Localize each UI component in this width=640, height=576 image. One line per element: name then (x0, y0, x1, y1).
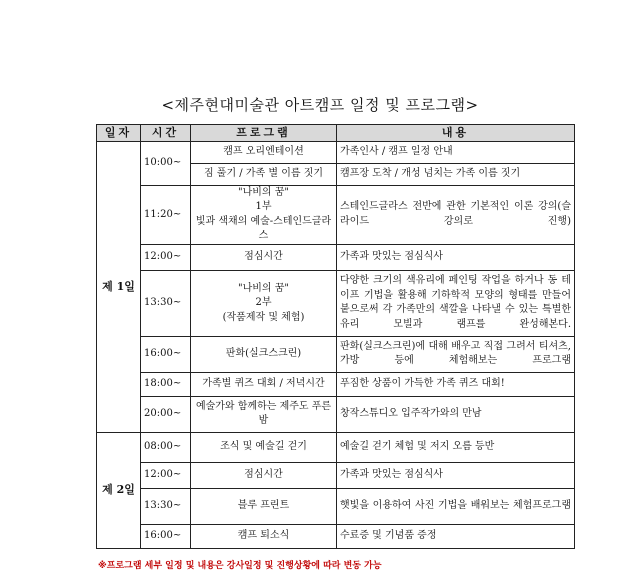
time-cell: 13:30~ (141, 270, 191, 336)
content-cell: 가족인사 / 캠프 일정 안내 (337, 141, 575, 163)
program-cell: 캠프 오리엔테이션 (191, 141, 337, 163)
content-cell: 캠프장 도착 / 개성 넘치는 가족 이름 짓기 (337, 163, 575, 185)
time-cell: 16:00~ (141, 336, 191, 372)
time-cell: 12:00~ (141, 244, 191, 270)
header-row (97, 125, 575, 142)
header-day: 일자 (97, 125, 141, 142)
program-cell: 점심시간 (191, 462, 337, 488)
table-row (97, 185, 575, 244)
program-cell: 판화(실크스크린) (191, 336, 337, 372)
table-row (97, 432, 575, 462)
day-label: 제 1일 (97, 141, 141, 432)
time-cell: 20:00~ (141, 396, 191, 432)
time-cell: 16:00~ (141, 524, 191, 548)
content-cell: 예술길 걷기 체험 및 저지 오름 등반 (337, 432, 575, 462)
table-row (97, 270, 575, 336)
page-title: <제주현대미술관 아트캠프 일정 및 프로그램> (161, 96, 479, 114)
time-cell: 08:00~ (141, 432, 191, 462)
program-cell: 짐 풀기 / 가족 별 이름 짓기 (191, 163, 337, 185)
program-cell: 캠프 퇴소식 (191, 524, 337, 548)
content-cell: 스테인드글라스 전반에 관한 기본적인 이론 강의(슬라이드 강의로 진행) (337, 185, 575, 244)
content-cell: 햇빛을 이용하여 사진 기법을 배워보는 체험프로그램 (337, 488, 575, 524)
program-cell: "나비의 꿈" 1부 빛과 색채의 예술-스테인드글라스 (191, 185, 337, 244)
time-cell: 18:00~ (141, 372, 191, 396)
program-cell: 예술가와 함께하는 제주도 푸른밤 (191, 396, 337, 432)
content-cell: 판화(실크스크린)에 대해 배우고 직접 그려서 티셔츠, 가방 등에 체험해보는 프로그램 (337, 336, 575, 372)
program-cell: 조식 및 예술길 걷기 (191, 432, 337, 462)
header-time: 시간 (141, 125, 191, 142)
time-cell: 11:20~ (141, 185, 191, 244)
program-cell: 가족별 퀴즈 대회 / 저녁시간 (191, 372, 337, 396)
content-cell: 가족과 맛있는 점심식사 (337, 244, 575, 270)
content-cell: 가족과 맛있는 점심식사 (337, 462, 575, 488)
table-row (97, 396, 575, 432)
content-cell: 수료증 및 기념품 증정 (337, 524, 575, 548)
time-cell: 12:00~ (141, 462, 191, 488)
content-cell: 푸짐한 상품이 가득한 가족 퀴즈 대회! (337, 372, 575, 396)
table-row (97, 524, 575, 548)
header-program: 프로그램 (191, 125, 337, 142)
day-label: 제 2일 (97, 432, 141, 548)
table-row (97, 372, 575, 396)
table-row (97, 488, 575, 524)
program-cell: 블루 프린트 (191, 488, 337, 524)
schedule-table (96, 124, 575, 549)
header-content: 내용 (337, 125, 575, 142)
content-cell: 창작스튜디오 입주작가와의 만남 (337, 396, 575, 432)
content-cell: 다양한 크기의 색유리에 페인팅 작업을 하거나 동 테이프 기법을 활용해 기하학적 모양의 형태를 만들어 붙으로써 각 가족만의 색깔을 나타낼 수 있는 특별한 유리 모빌과 램프를 완성해본다. (337, 270, 575, 336)
time-cell: 13:30~ (141, 488, 191, 524)
program-cell: "나비의 꿈" 2부 (작품제작 및 체험) (191, 270, 337, 336)
footnote: ※프로그램 세부 일정 및 내용은 강사일정 및 진행상황에 따라 변동 가능 (98, 561, 382, 571)
time-cell: 10:00~ (141, 141, 191, 185)
program-cell: 점심시간 (191, 244, 337, 270)
table-row (97, 462, 575, 488)
table-row (97, 336, 575, 372)
table-row (97, 244, 575, 270)
table-row (97, 141, 575, 163)
